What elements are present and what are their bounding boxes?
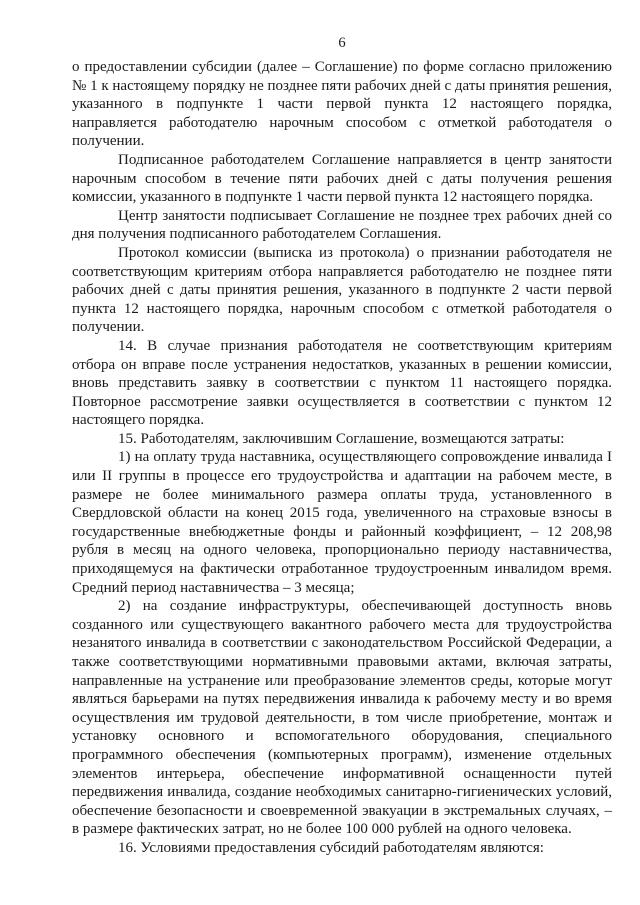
document-page: [72, 34, 612, 858]
paragraph-commission-protocol: Протокол комиссии (выписка из протокола) о признании работодателя не соответствующим критериям отбора направляется работодателю не позднее пяти рабочих дней с даты принятия решения, указанного в подпункте 2 части первой пункта 12 настоящего порядка, нарочным способом с отметкой работодателя о получении.: [72, 244, 612, 336]
paragraph-item-15: 15. Работодателям, заключившим Соглашение, возмещаются затраты:: [118, 430, 565, 447]
paragraph-continuation: о предоставлении субсидии (далее – Соглашение) по форме согласно приложению № 1 к настоящему порядку не позднее пяти рабочих дней с даты принятия решения, указанного в подпункте 1 части первой пункта 12 настоящего порядка, направляется работодателю нарочным способом с отметкой работодателя о получении.: [72, 59, 612, 150]
document-body: [72, 58, 612, 858]
page-number: 6: [338, 35, 346, 51]
paragraph-item-16: 16. Условиями предоставления субсидий работодателям являются:: [118, 839, 544, 856]
paragraph-signed-agreement: Подписанное работодателем Соглашение направляется в центр занятости нарочным способом в течение пяти рабочих дней с даты получения решения комиссии, указанного в подпункте 1 части первой пункта 12 настоящего порядка.: [72, 151, 612, 206]
paragraph-item-15-sub-1: 1) на оплату труда наставника, осуществляющего сопровождение инвалида I или II группы в процессе его трудоустройства и адаптации на рабочем месте, в размере не более минимального размера оплаты труда, установленного в Свердловской области на конец 2015 года, увеличенного на страховые взносы в государственные внебюджетные фонды и районный коэффициент, – 12 208,98 рубля в месяц на одного человека, пропорционально периоду наставничества, приходящемуся на фактически отработанное трудоустроенным инвалидом время. Средний период наставничества – 3 месяца;: [72, 449, 612, 596]
paragraph-employment-center-signs: Центр занятости подписывает Соглашение не позднее трех рабочих дней со дня получения подписанного работодателем Соглашения.: [72, 207, 612, 243]
paragraph-item-14: 14. В случае признания работодателя не соответствующим критериям отбора он вправе после устранения недостатков, указанных в решении комиссии, вновь представить заявку в соответствии с пунктом 11 настоящего порядка. Повторное рассмотрение заявки осуществляется в соответствии с пунктом 12 настоящего порядка.: [72, 337, 612, 429]
paragraph-item-15-sub-2: 2) на создание инфраструктуры, обеспечивающей доступность вновь созданного или существующего вакантного рабочего места для трудоустройства незанятого инвалида в соответствии с законодательством Российской Федерации, а также соответствующими нормативными правовыми актами, включая затраты, направленные на устранение или преобразование элементов среды, которые могут являться барьерами на путях передвижения инвалида к рабочему месту и во время осуществления им трудовой деятельности, в том числе приобретение, монтаж и установку основного и вспомогательного оборудования, специального программного обеспечения (компьютерных программ), изменение отдельных элементов интерьера, обеспечение информативной оснащенности путей передвижения инвалида, создание необходимых санитарно-гигиенических условий, обеспечение безопасности и своевременной эвакуации в экстремальных случаях, – в размере фактических затрат, но не более 100 000 рублей на одного человека.: [72, 598, 612, 838]
